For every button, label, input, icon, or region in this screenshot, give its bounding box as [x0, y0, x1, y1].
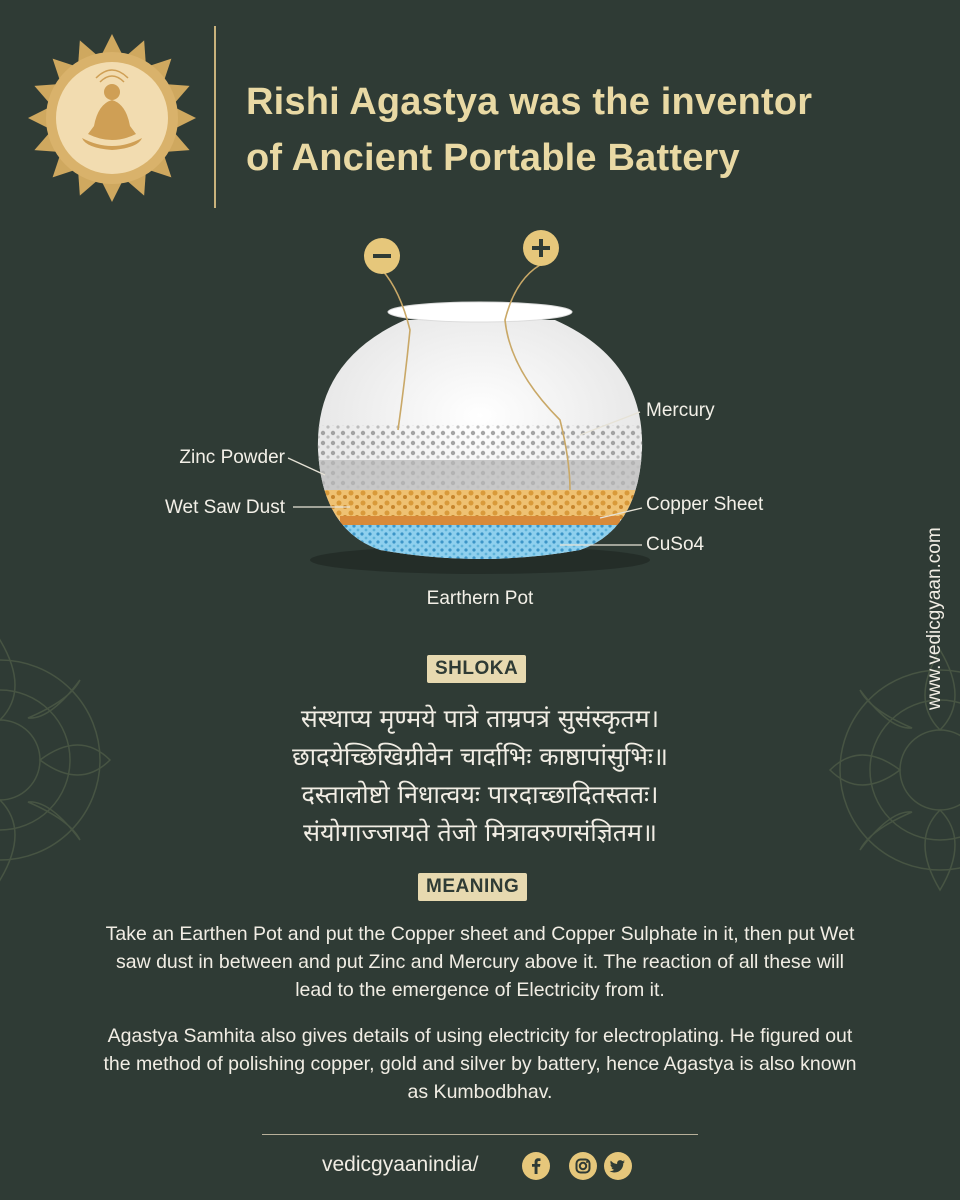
wet-saw-dust-layer [300, 490, 660, 520]
meditating-sage-logo [28, 34, 196, 202]
battery-diagram [0, 220, 960, 630]
mercury-layer [300, 425, 660, 465]
shloka-line-2: छादयेच्छिखिग्रीवेन चार्दाभिः काष्ठापांसुभिः॥ [292, 742, 668, 771]
earthern-pot-caption: Earthern Pot [426, 588, 534, 609]
shloka-line-4: संयोगाज्जायते तेजो मित्रावरुणसंज्ञितम॥ [303, 818, 657, 847]
twitter-icon[interactable] [604, 1152, 632, 1180]
copper-sheet [340, 516, 620, 525]
title-line-2: of Ancient Portable Battery [246, 137, 740, 179]
label-cuso4: CuSo4 [646, 534, 705, 555]
page-title [246, 74, 946, 186]
meaning-tag: MEANING [418, 873, 527, 901]
label-zinc-powder: Zinc Powder [179, 447, 285, 468]
label-mercury: Mercury [646, 400, 715, 421]
instagram-icon[interactable] [569, 1152, 597, 1180]
title-line-1: Rishi Agastya was the inventor [246, 81, 813, 123]
social-handle: vedicgyaanindia/ [322, 1153, 479, 1176]
shloka-line-1: संस्थाप्य मृण्मये पात्रे ताम्रपत्रं सुसंस्कृतम। [300, 704, 660, 733]
footer-divider [262, 1134, 698, 1135]
meaning-paragraph-1: Take an Earthen Pot and put the Copper sheet and Copper Sulphate in it, then put Wet saw dust in between and put Zinc and Mercury above it. The reaction of all these will lead to the emergence of Electricity from it. [105, 923, 855, 1001]
side-website-url: www.vedicgyaan.com [924, 527, 945, 710]
label-copper-sheet: Copper Sheet [646, 494, 764, 515]
shloka-line-3: दस्तालोष्टो निधात्वयः पारदाच्छादितस्ततः। [301, 780, 659, 809]
meaning-paragraph-2: Agastya Samhita also gives details of using electricity for electroplating. He figured out the method of polishing copper, gold and silver by battery, hence Agastya is also known as Kumbodbhav. [103, 1025, 857, 1103]
facebook-icon[interactable] [522, 1152, 550, 1180]
label-wet-saw-dust: Wet Saw Dust [164, 497, 285, 518]
pot-rim [388, 302, 572, 322]
left-mandala-decoration [0, 600, 180, 920]
shloka-text [180, 700, 780, 852]
header-divider [214, 26, 216, 208]
shloka-tag: SHLOKA [427, 655, 526, 683]
